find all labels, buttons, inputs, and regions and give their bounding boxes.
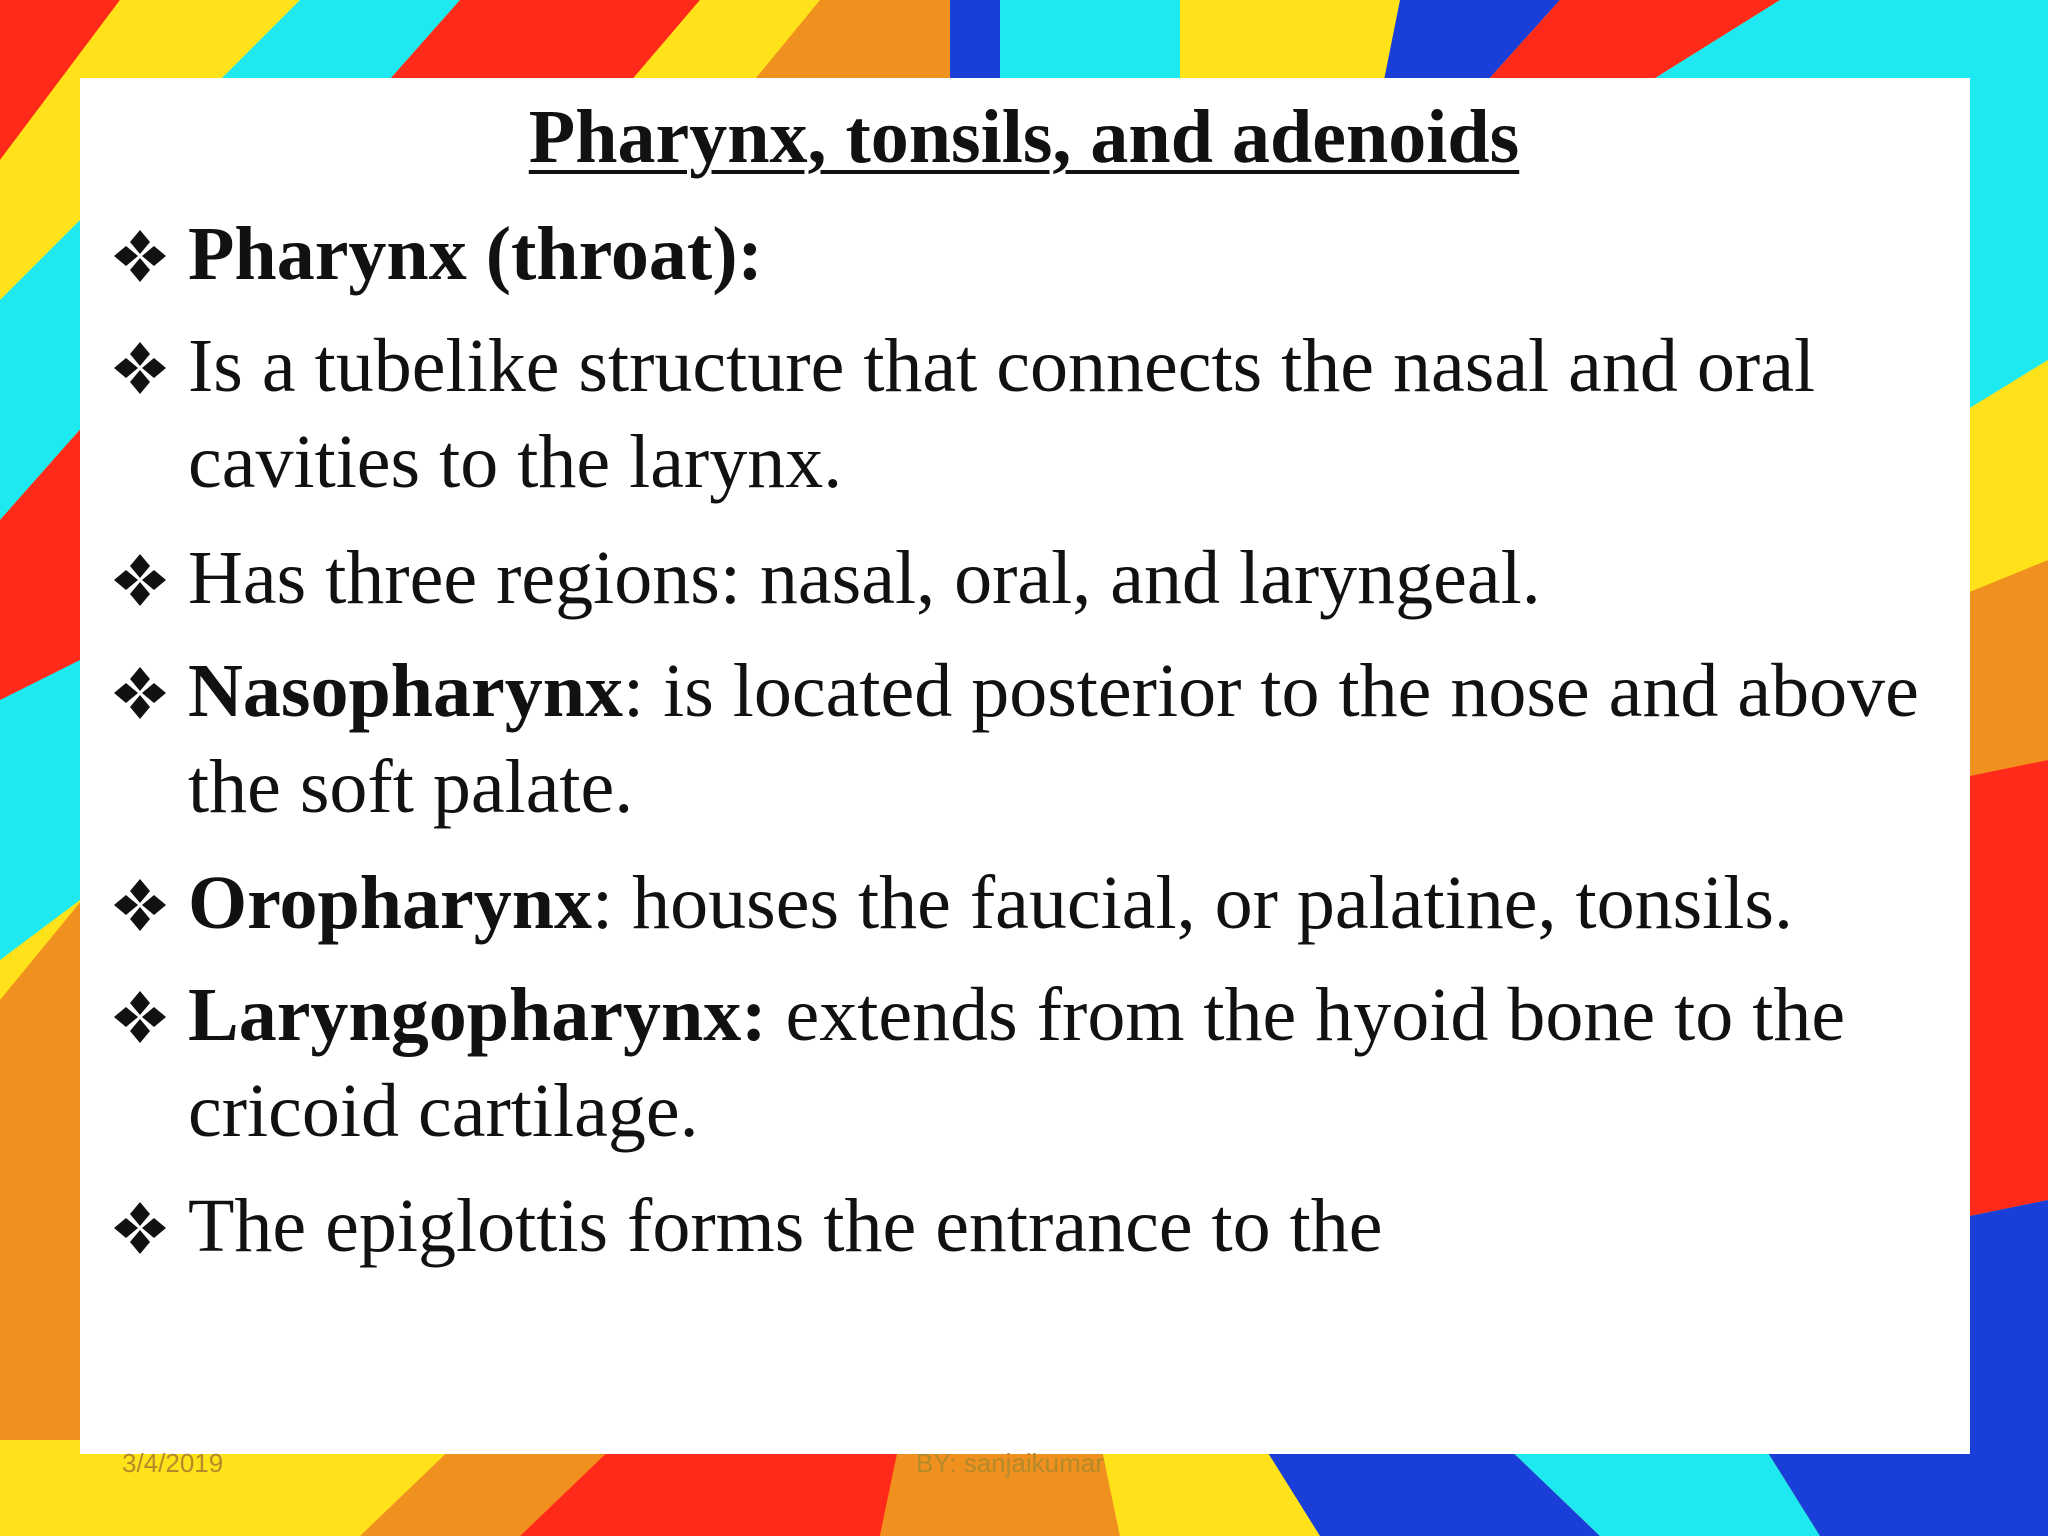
bullet-tubelike bbox=[112, 318, 1942, 510]
bullet-bold-text: Nasopharynx bbox=[188, 649, 623, 733]
bullet-text: Is a tubelike structure that connects the nasal and oral cavities to the larynx. bbox=[188, 324, 1816, 504]
bullet-bold-text: Pharynx (throat): bbox=[188, 212, 763, 296]
bullet-epiglottis bbox=[112, 1178, 1942, 1274]
bullet-regions bbox=[112, 530, 1942, 626]
slide-title: Pharynx, tonsils, and adenoids bbox=[528, 95, 1520, 179]
bullet-nasopharynx bbox=[112, 643, 1942, 835]
bullet-text: extends from the hyoid bone to the cricoid cartilage. bbox=[188, 973, 1846, 1153]
bullet-text: : houses the faucial, or palatine, tonsils. bbox=[592, 861, 1793, 945]
bullet-pharynx bbox=[112, 206, 1942, 302]
bullet-laryngopharynx bbox=[112, 967, 1942, 1159]
bullet-bold-text: Laryngopharynx: bbox=[188, 973, 767, 1057]
bullet-bold-text: Oropharynx bbox=[188, 861, 593, 945]
footer-author: BY: sanjaikumar bbox=[916, 1448, 1104, 1478]
footer-date: 3/4/2019 bbox=[122, 1448, 224, 1478]
bullet-text: Has three regions: nasal, oral, and laryngeal. bbox=[188, 536, 1541, 620]
bullet-text: The epiglottis forms the entrance to the bbox=[188, 1184, 1383, 1268]
bullet-oropharynx bbox=[112, 855, 1942, 951]
bullet-text: : is located posterior to the nose and above the soft palate. bbox=[188, 649, 1919, 829]
